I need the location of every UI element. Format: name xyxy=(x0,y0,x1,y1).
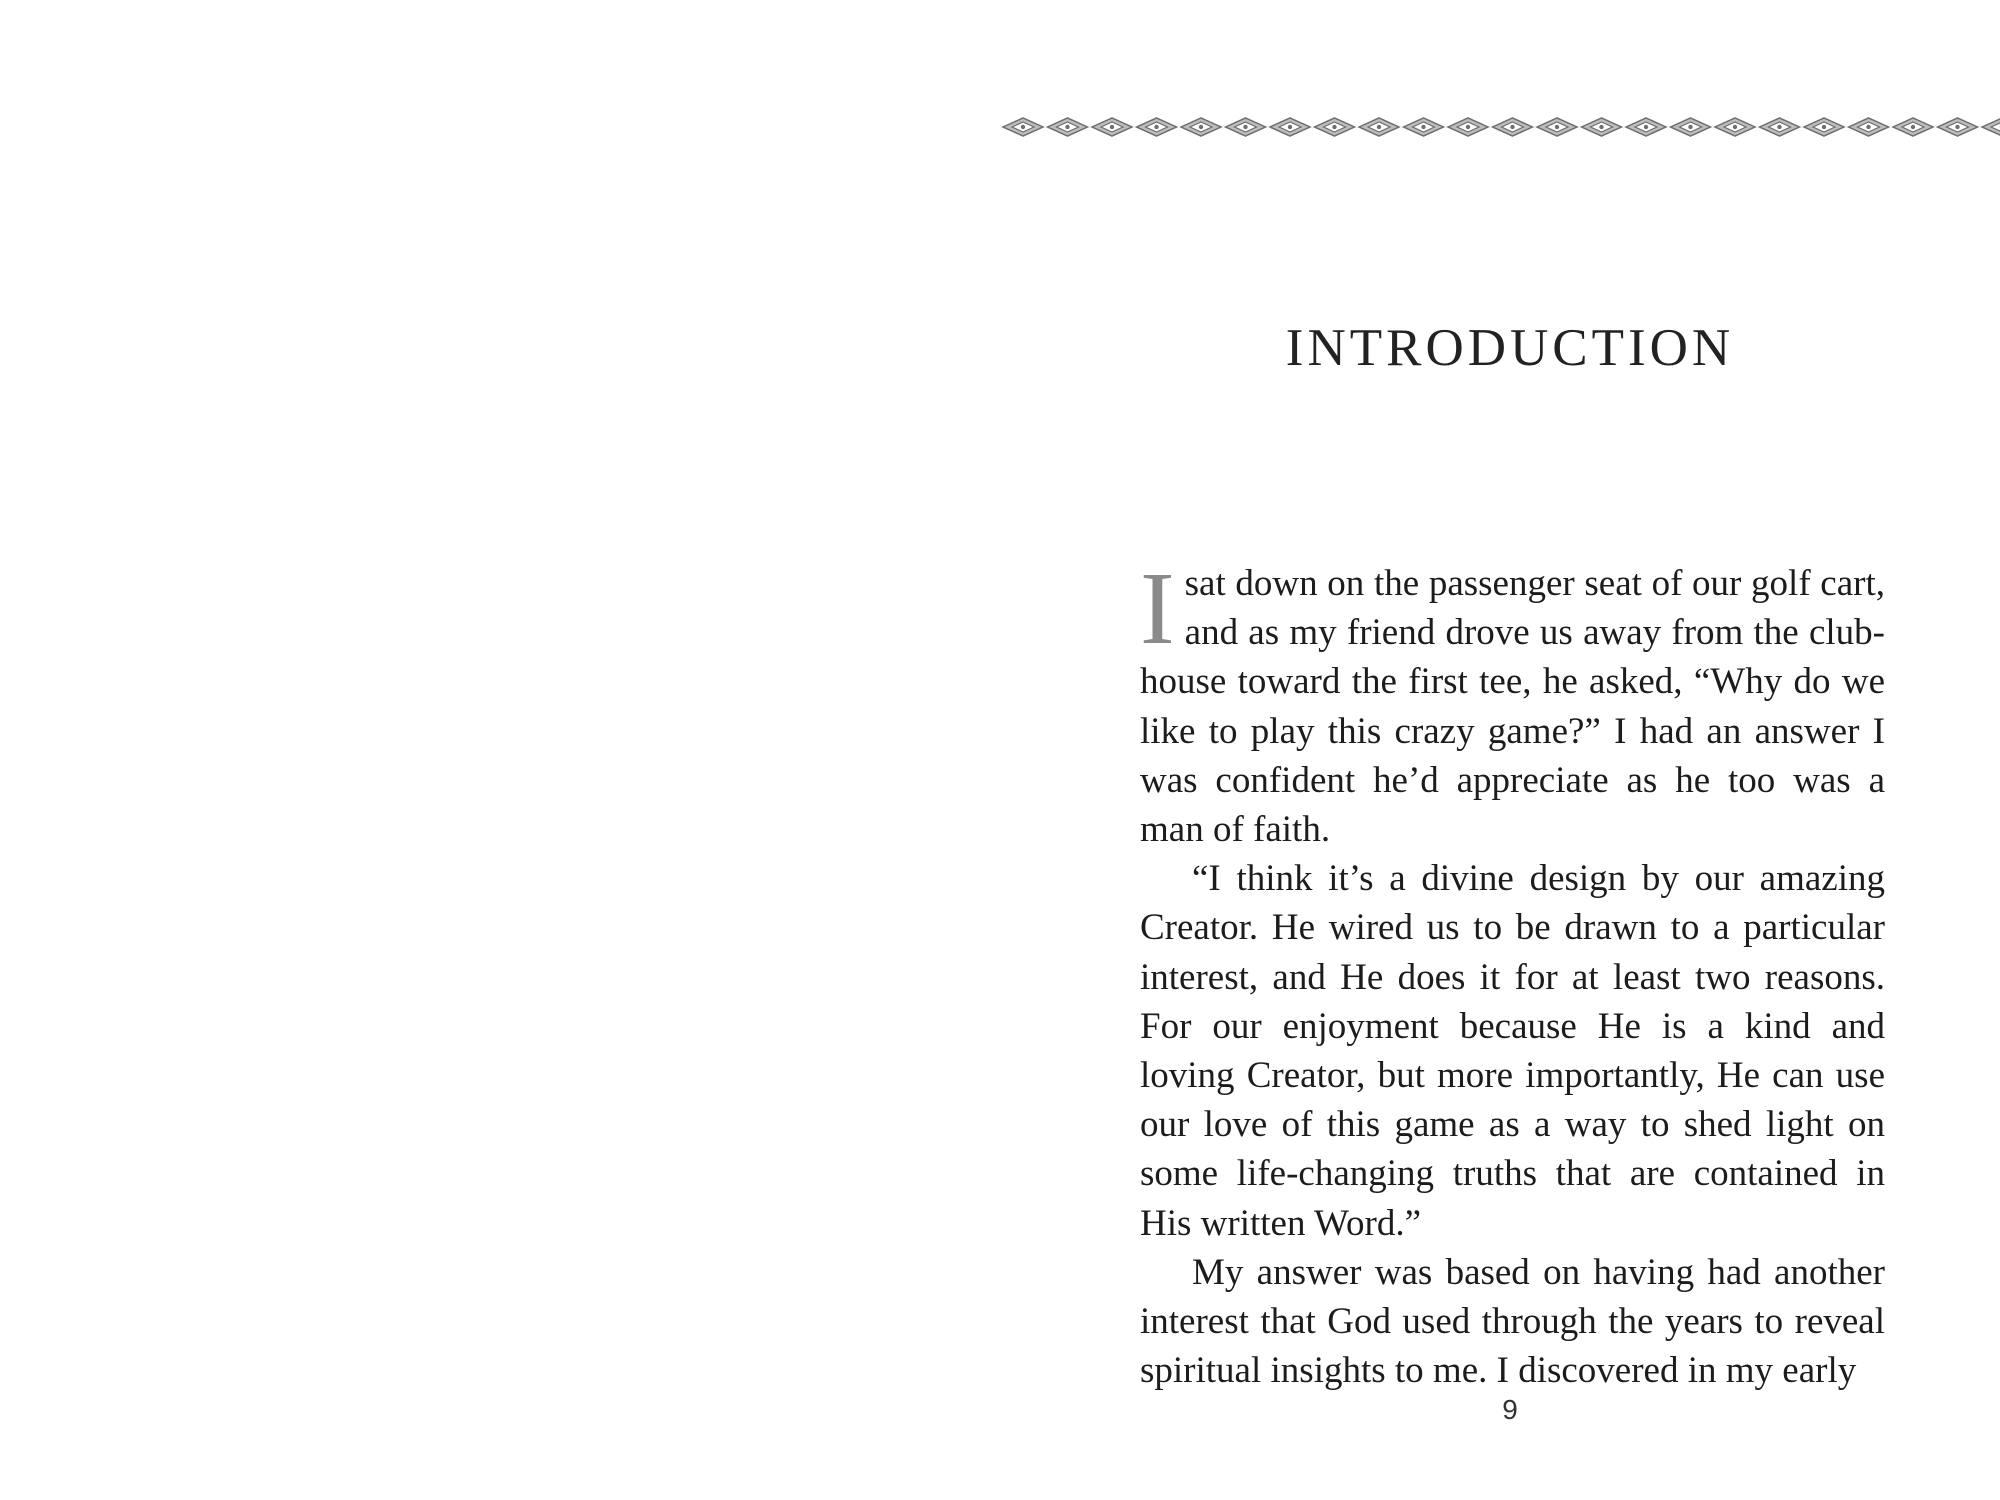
ornament-diamond xyxy=(1582,118,1622,136)
ornament-diamond xyxy=(1760,118,1800,136)
ornament-diamond xyxy=(1048,118,1088,136)
ornament-diamond xyxy=(1137,118,1177,136)
ornament-diamond xyxy=(1226,118,1266,136)
ornament-diamond xyxy=(1404,118,1444,136)
ornament-diamond xyxy=(1715,118,1755,136)
paragraph-1-text: sat down on the passenger seat of our golf cart, and as my friend drove us away from the clubhouse toward the first tee, he asked, “Why do we like to play this crazy game?” I had an answer I was confident he’d appreciate as he too was a man of faith. xyxy=(1140,563,1885,851)
paragraph-1 xyxy=(1140,551,1885,854)
ornament-diamond xyxy=(1849,118,1889,136)
ornament-diamond xyxy=(1893,118,1933,136)
ornament-diamond xyxy=(1537,118,1577,136)
ornament-diamond xyxy=(1359,118,1399,136)
ornament-diamond xyxy=(1982,118,2000,136)
drop-cap: I xyxy=(1140,551,1175,666)
ornament-diamond xyxy=(1493,118,1533,136)
ornament-diamond xyxy=(1003,118,1043,136)
ornament-diamond xyxy=(1270,118,1310,136)
ornament-diamond xyxy=(1938,118,1978,136)
chapter-title: INTRODUCTION xyxy=(1285,319,1735,377)
page-number: 9 xyxy=(1502,1394,1518,1425)
ornament-diamond xyxy=(1181,118,1221,136)
ornament-diamond xyxy=(1092,118,1132,136)
ornament-diamond xyxy=(1448,118,1488,136)
ornament-diamond xyxy=(1671,118,1711,136)
ornament-diamond xyxy=(1315,118,1355,136)
ornament-diamond xyxy=(1804,118,1844,136)
body-text xyxy=(1140,551,1885,1395)
decorative-border-ornament xyxy=(1000,112,2000,142)
paragraph-3: My answer was based on having had another interest that God used through the years to reveal spiritual insights to me. I discovered in my early xyxy=(1140,1251,1885,1392)
ornament-diamond xyxy=(1626,118,1666,136)
paragraph-2: “I think it’s a divine design by our amazing Creator. He wired us to be drawn to a particular interest, and He does it for at least two reasons. For our enjoyment because He is a kind and loving Creator, but more importantly, He can use our love of this game as a way to shed light on some life-changing truths that are contained in His written Word.” xyxy=(1140,858,1885,1244)
